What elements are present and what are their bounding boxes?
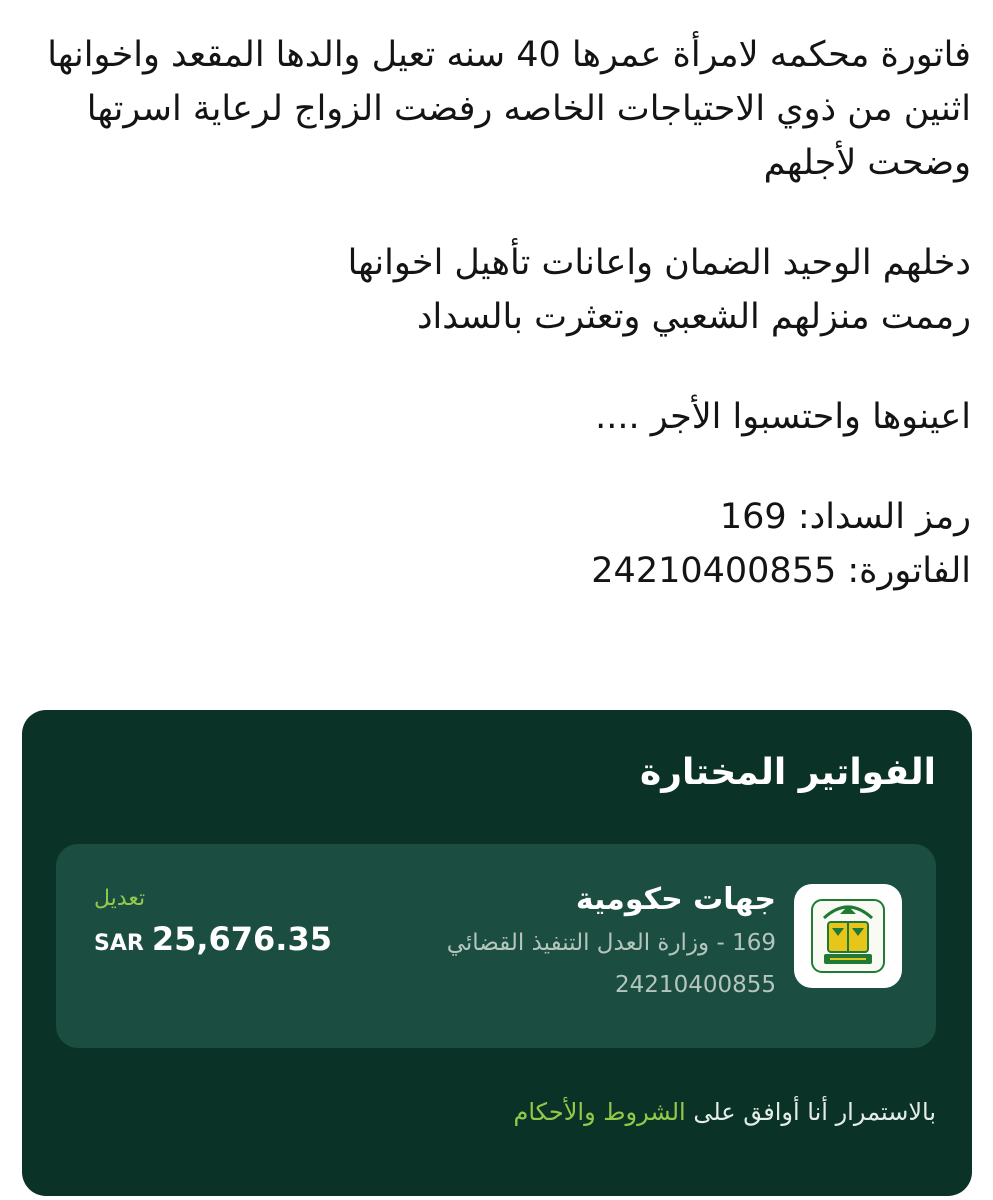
paragraph-gap [31,444,971,490]
edit-link[interactable]: تعديل [94,886,146,911]
terms-prefix: بالاستمرار أنا أوافق على [693,1098,936,1126]
ministry-of-justice-emblem-icon [794,884,902,988]
post-line: فاتورة محكمه لامرأة عمرها 40 سنه تعيل والدها المقعد واخوانها [47,35,971,75]
emblem-svg [794,884,902,988]
currency-code: SAR [94,931,144,956]
amount-value: 25,676.35 [151,920,332,958]
biller-subtitle: 169 - وزارة العدل التنفيذ القضائي [446,930,776,956]
payment-code-line [31,490,971,544]
bill-amount [94,920,332,958]
post-line: اعينوها واحتسبوا الأجر .... [595,397,971,437]
terms-link[interactable]: الشروط والأحكام [513,1098,686,1126]
invoice-value: 24210400855 [591,551,837,591]
invoice-line [31,544,971,598]
selected-bills-card [22,710,972,1196]
paragraph-gap [31,344,971,390]
post-line: رممت منزلهم الشعبي وتعثرت بالسداد [416,297,971,337]
terms-notice [513,1098,936,1126]
biller-name: جهات حكومية [575,882,776,917]
post-text [31,28,971,598]
post-line: اثنين من ذوي الاحتياجات الخاصه رفضت الزواج لرعاية اسرتها [86,89,971,129]
card-title: الفواتير المختارة [640,752,936,793]
payment-code-value: 169 [719,497,787,537]
bill-item[interactable] [56,844,936,1048]
paragraph-gap [31,190,971,236]
bill-number: 24210400855 [615,972,776,998]
post-line: وضحت لأجلهم [763,143,971,183]
invoice-label: الفاتورة: [847,551,971,591]
payment-code-label: رمز السداد: [797,497,971,537]
post-line: دخلهم الوحيد الضمان واعانات تأهيل اخوانها [347,243,971,283]
